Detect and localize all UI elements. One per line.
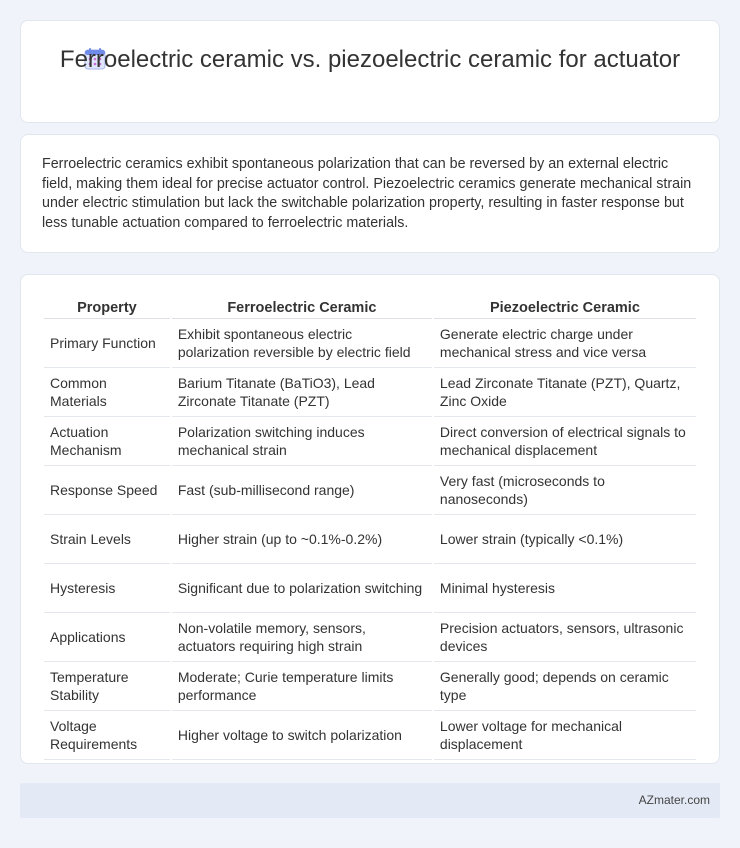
- cell-ferroelectric: Moderate; Curie temperature limits performance: [172, 662, 432, 711]
- cell-ferroelectric: Barium Titanate (BaTiO3), Lead Zirconate Titanate (PZT): [172, 368, 432, 417]
- comparison-table: [42, 297, 698, 760]
- table-row: [44, 711, 696, 760]
- cell-property: Actuation Mechanism: [44, 417, 170, 466]
- cell-piezoelectric: Very fast (microseconds to nanoseconds): [434, 466, 696, 515]
- cell-piezoelectric: Lead Zirconate Titanate (PZT), Quartz, Zinc Oxide: [434, 368, 696, 417]
- table-row: [44, 466, 696, 515]
- cell-property: Strain Levels: [44, 515, 170, 564]
- header-property: Property: [44, 297, 170, 319]
- cell-ferroelectric: Non-volatile memory, sensors, actuators requiring high strain: [172, 613, 432, 662]
- cell-ferroelectric: Higher voltage to switch polarization: [172, 711, 432, 760]
- table-row: [44, 564, 696, 613]
- header-piezoelectric: Piezoelectric Ceramic: [434, 297, 696, 319]
- cell-ferroelectric: Exhibit spontaneous electric polarization reversible by electric field: [172, 319, 432, 368]
- footer-brand-link[interactable]: AZmater.com: [638, 793, 710, 807]
- cell-piezoelectric: Generally good; depends on ceramic type: [434, 662, 696, 711]
- cell-ferroelectric: Polarization switching induces mechanical strain: [172, 417, 432, 466]
- table-row: [44, 613, 696, 662]
- cell-property: Hysteresis: [44, 564, 170, 613]
- cell-piezoelectric: Minimal hysteresis: [434, 564, 696, 613]
- cell-piezoelectric: Lower strain (typically <0.1%): [434, 515, 696, 564]
- header-ferroelectric: Ferroelectric Ceramic: [172, 297, 432, 319]
- footer-bar: [20, 783, 720, 818]
- table-row: [44, 515, 696, 564]
- cell-property: Voltage Requirements: [44, 711, 170, 760]
- title-card: [20, 20, 720, 123]
- comparison-card: [20, 274, 720, 764]
- intro-paragraph: Ferroelectric ceramics exhibit spontaneous polarization that can be reversed by an external electric field, making them ideal for precise actuator control. Piezoelectric ceramics generate mechanical strain under electric stimulation but lack the switchable polarization property, resulting in faster response but less tunable actuation compared to ferroelectric materials.: [42, 156, 692, 231]
- table-row: [44, 417, 696, 466]
- table-row: [44, 319, 696, 368]
- cell-piezoelectric: Generate electric charge under mechanical stress and vice versa: [434, 319, 696, 368]
- cell-piezoelectric: Lower voltage for mechanical displacement: [434, 711, 696, 760]
- table-row: [44, 368, 696, 417]
- cell-property: Response Speed: [44, 466, 170, 515]
- cell-ferroelectric: Fast (sub-millisecond range): [172, 466, 432, 515]
- cell-property: Primary Function: [44, 319, 170, 368]
- cell-property: Temperature Stability: [44, 662, 170, 711]
- cell-piezoelectric: Precision actuators, sensors, ultrasonic devices: [434, 613, 696, 662]
- cell-property: Applications: [44, 613, 170, 662]
- cell-property: Common Materials: [44, 368, 170, 417]
- cell-piezoelectric: Direct conversion of electrical signals to mechanical displacement: [434, 417, 696, 466]
- intro-card: [20, 134, 720, 253]
- cell-ferroelectric: Higher strain (up to ~0.1%-0.2%): [172, 515, 432, 564]
- cell-ferroelectric: Significant due to polarization switching: [172, 564, 432, 613]
- table-row: [44, 662, 696, 711]
- page-title: Ferroelectric ceramic vs. piezoelectric ceramic for actuator: [59, 46, 681, 73]
- table-header-row: [44, 297, 696, 319]
